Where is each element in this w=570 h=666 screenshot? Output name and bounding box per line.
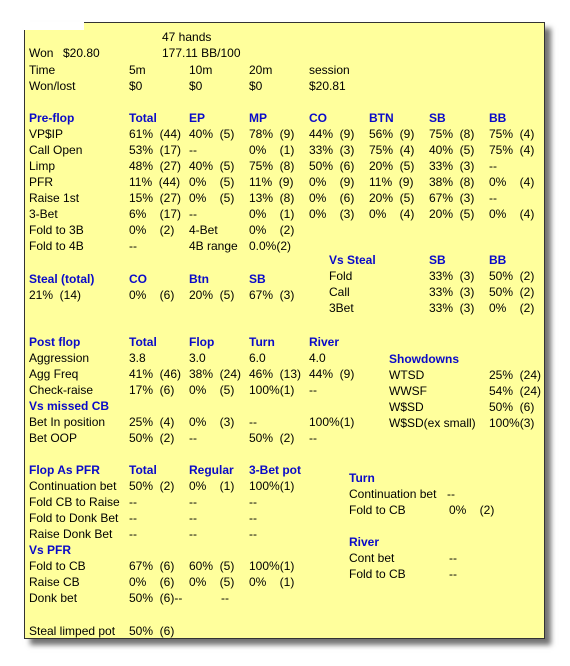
flop-pfr-row-value: 0% (1)	[189, 479, 235, 493]
preflop-row-value: 11% (9)	[249, 175, 294, 189]
postflop-row-value: 44% (9)	[309, 367, 355, 381]
time-col: session	[309, 63, 350, 77]
vs-pfr-title: Vs PFR	[29, 543, 72, 557]
flop-pfr-row-value: --	[129, 511, 137, 525]
preflop-row-value: 0% (2)	[129, 223, 175, 237]
river-title: River	[349, 535, 380, 549]
preflop-row-value: 0% (3)	[309, 207, 355, 221]
preflop-row-value: 75% (4)	[489, 143, 535, 157]
preflop-row-label: Limp	[29, 159, 56, 173]
preflop-row-value: 0% (1)	[249, 207, 295, 221]
flop-pfr-row-value: --	[189, 511, 197, 525]
postflop-row-label: Agg Freq	[29, 367, 79, 381]
postflop-row-value: 0% (5)	[189, 383, 235, 397]
steal-col-header: SB	[249, 272, 266, 286]
flop-pfr-row-label: Raise Donk Bet	[29, 527, 113, 541]
hands-count: 47 hands	[162, 30, 212, 44]
preflop-row-value: 0% (4)	[489, 175, 535, 189]
vs-steal-col-header: SB	[429, 253, 446, 267]
preflop-row-value: 75% (8)	[429, 127, 475, 141]
vs-pfr-row-value: 60% (5)	[189, 559, 235, 573]
turn-title: Turn	[349, 471, 375, 485]
wonlost-value: $20.81	[309, 79, 346, 93]
postflop-col-header: Turn	[249, 335, 275, 349]
vs-pfr-row-label: Raise CB	[29, 575, 80, 589]
steal-col-header: Btn	[189, 272, 209, 286]
showdown-row-label: WTSD	[389, 368, 425, 382]
preflop-col-header: MP	[249, 111, 267, 125]
steal-total-value: 21% (14)	[29, 288, 82, 302]
preflop-row-value: 0% (9)	[309, 175, 355, 189]
vs-pfr-row-value: --	[221, 591, 229, 605]
turn-row-label: Continuation bet	[349, 487, 437, 501]
wonlost-value: $0	[129, 79, 143, 93]
preflop-row-label: PFR	[29, 175, 53, 189]
preflop-row-value: 56% (9)	[369, 127, 415, 141]
preflop-row-label: Fold to 4B	[29, 239, 84, 253]
preflop-row-label: 3-Bet	[29, 207, 58, 221]
flop-pfr-row-value: 50% (2)	[129, 479, 175, 493]
flop-pfr-row-label: Fold CB to Raise	[29, 495, 120, 509]
flop-pfr-row-value: --	[249, 511, 257, 525]
vs-steal-row-label: Fold	[329, 269, 353, 283]
preflop-row-value: 75% (8)	[249, 159, 295, 173]
preflop-row-value: 75% (4)	[489, 127, 535, 141]
flop-pfr-title: Flop As PFR	[29, 463, 100, 477]
steal-value: 0% (6)	[129, 288, 175, 302]
flop-pfr-row-value: --	[189, 495, 197, 509]
turn-row-value: 0% (2)	[449, 503, 495, 517]
preflop-row-value: 6% (17)	[129, 207, 182, 221]
preflop-row-value: 40% (5)	[189, 159, 235, 173]
preflop-row-value: 13% (8)	[249, 191, 295, 205]
preflop-row-value: --	[189, 143, 197, 157]
missed-cb-row-label: Bet In position	[29, 415, 106, 429]
flop-pfr-row-value: --	[129, 495, 137, 509]
flop-pfr-row-label: Continuation bet	[29, 479, 117, 493]
vs-steal-row-value: 50% (2)	[489, 285, 535, 299]
postflop-row-label: Check-raise	[29, 383, 94, 397]
preflop-row-value: 33% (3)	[309, 143, 355, 157]
missed-cb-row-label: Bet OOP	[29, 431, 78, 445]
postflop-row-value: --	[309, 383, 317, 397]
preflop-row-label: Fold to 3B	[29, 223, 84, 237]
postflop-col-header: Total	[129, 335, 157, 349]
preflop-row-value: 15% (27)	[129, 191, 182, 205]
preflop-row-value: --	[189, 207, 197, 221]
showdown-row-value: 50% (6)	[489, 400, 535, 414]
preflop-row-value: 78% (9)	[249, 127, 295, 141]
river-row-label: Cont bet	[349, 551, 395, 565]
bb-rate: 177.11 BB/100	[162, 46, 241, 60]
preflop-row-value: 0% (5)	[189, 191, 235, 205]
vs-steal-row-value: 50% (2)	[489, 269, 535, 283]
flop-pfr-row-value: --	[249, 495, 257, 509]
vs-pfr-row-value: 100%(1)	[249, 559, 295, 573]
vs-pfr-row-value: 50% (6)--	[129, 591, 183, 605]
preflop-row-value: 0% (6)	[309, 191, 355, 205]
flop-pfr-row-label: Fold to Donk Bet	[29, 511, 119, 525]
flop-pfr-col-header: 3-Bet pot	[249, 463, 301, 477]
postflop-row-value: 6.0	[249, 351, 266, 365]
preflop-row-value: 20% (5)	[429, 207, 475, 221]
showdown-row-value: 54% (24)	[489, 384, 542, 398]
preflop-row-label: VP$IP	[29, 127, 64, 141]
postflop-col-header: Flop	[189, 335, 215, 349]
missed-cb-row-value: --	[309, 431, 317, 445]
postflop-row-value: 100%(1)	[249, 383, 295, 397]
preflop-row-value: 4-Bet	[189, 223, 218, 237]
showdown-row-label: W$SD(ex small)	[389, 416, 476, 430]
preflop-row-value: 0% (4)	[489, 207, 535, 221]
postflop-title: Post flop	[29, 335, 81, 349]
preflop-row-value: 38% (8)	[429, 175, 475, 189]
stats-popup-panel	[24, 22, 545, 639]
river-row-label: Fold to CB	[349, 567, 406, 581]
preflop-row-value: 50% (6)	[309, 159, 355, 173]
preflop-row-value: 11% (9)	[369, 175, 414, 189]
missed-cb-title: Vs missed CB	[29, 399, 110, 413]
preflop-col-header: SB	[429, 111, 446, 125]
showdown-row-value: 100%(3)	[489, 416, 535, 430]
missed-cb-row-value: 100%(1)	[309, 415, 355, 429]
preflop-row-value: --	[489, 191, 497, 205]
vs-steal-row-value: 33% (3)	[429, 285, 475, 299]
steal-title: Steal (total)	[29, 272, 95, 286]
flop-pfr-row-value: --	[189, 527, 197, 541]
time-col: 5m	[129, 63, 146, 77]
preflop-row-value: 0% (1)	[249, 143, 295, 157]
vs-pfr-row-value: 67% (6)	[129, 559, 175, 573]
vs-pfr-row-value: 0% (5)	[189, 575, 235, 589]
showdown-row-label: W$SD	[389, 400, 424, 414]
preflop-row-value: 53% (17)	[129, 143, 182, 157]
preflop-row-value: --	[489, 159, 497, 173]
wonlost-value: $0	[249, 79, 263, 93]
vs-steal-row-value: 33% (3)	[429, 301, 475, 315]
preflop-row-value: 40% (5)	[429, 143, 475, 157]
time-col: 10m	[189, 63, 213, 77]
missed-cb-row-value: 25% (4)	[129, 415, 175, 429]
turn-row-value: --	[447, 487, 455, 501]
vs-steal-row-value: 33% (3)	[429, 269, 475, 283]
missed-cb-row-value: 50% (2)	[129, 431, 175, 445]
vs-steal-row-label: Call	[329, 285, 350, 299]
preflop-row-value: --	[129, 239, 137, 253]
postflop-row-value: 38% (24)	[189, 367, 242, 381]
flop-pfr-row-value: --	[129, 527, 137, 541]
steal-value: 20% (5)	[189, 288, 235, 302]
missed-cb-row-value: 50% (2)	[249, 431, 295, 445]
preflop-row-value: 40% (5)	[189, 127, 235, 141]
river-row-value: --	[449, 567, 457, 581]
postflop-row-value: 41% (46)	[129, 367, 182, 381]
preflop-row-label: Call Open	[29, 143, 83, 157]
vs-pfr-row-label: Donk bet	[29, 591, 78, 605]
preflop-row-value: 20% (5)	[369, 159, 415, 173]
preflop-col-header: BB	[489, 111, 507, 125]
preflop-col-header: EP	[189, 111, 206, 125]
preflop-row-value: 0% (2)	[249, 223, 295, 237]
postflop-col-header: River	[309, 335, 340, 349]
preflop-row-value: 75% (4)	[369, 143, 415, 157]
vs-pfr-row-value: 0% (1)	[249, 575, 295, 589]
vs-steal-row-value: 0% (2)	[489, 301, 535, 315]
preflop-row-value: 11% (44)	[129, 175, 181, 189]
postflop-row-label: Aggression	[29, 351, 90, 365]
steal-limped-value: 50% (6)	[129, 624, 175, 638]
preflop-row-value: 0.0%(2)	[249, 239, 292, 253]
missed-cb-row-value: 0% (3)	[189, 415, 235, 429]
showdown-row-label: WWSF	[389, 384, 427, 398]
preflop-row-value: 20% (5)	[369, 191, 415, 205]
preflop-col-header: Total	[129, 111, 157, 125]
preflop-row-value: 0% (5)	[189, 175, 235, 189]
river-row-value: --	[449, 551, 457, 565]
flop-pfr-col-header: Regular	[189, 463, 234, 477]
vs-pfr-row-value: 0% (6)	[129, 575, 175, 589]
postflop-row-value: 46% (13)	[249, 367, 302, 381]
steal-value: 67% (3)	[249, 288, 295, 302]
preflop-row-value: 4B range	[189, 239, 238, 253]
showdowns-title: Showdowns	[389, 352, 459, 366]
preflop-row-value: 61% (44)	[129, 127, 182, 141]
won-value: $20.80	[63, 46, 100, 60]
time-label: Time	[29, 63, 56, 77]
preflop-row-label: Raise 1st	[29, 191, 80, 205]
wonlost-value: $0	[189, 79, 203, 93]
preflop-title: Pre-flop	[29, 111, 75, 125]
vs-steal-col-header: BB	[489, 253, 507, 267]
steal-limped-label: Steal limped pot	[29, 624, 116, 638]
preflop-row-value: 67% (3)	[429, 191, 475, 205]
title-tag	[24, 22, 84, 30]
postflop-row-value: 3.0	[189, 351, 206, 365]
showdown-row-value: 25% (24)	[489, 368, 542, 382]
preflop-row-value: 44% (9)	[309, 127, 355, 141]
postflop-row-value: 4.0	[309, 351, 326, 365]
vs-pfr-row-label: Fold to CB	[29, 559, 86, 573]
preflop-row-value: 0% (4)	[369, 207, 415, 221]
turn-row-label: Fold to CB	[349, 503, 406, 517]
time-col: 20m	[249, 63, 273, 77]
flop-pfr-col-header: Total	[129, 463, 157, 477]
preflop-row-value: 33% (3)	[429, 159, 475, 173]
postflop-row-value: 3.8	[129, 351, 146, 365]
postflop-row-value: 17% (6)	[129, 383, 175, 397]
missed-cb-row-value: --	[249, 415, 257, 429]
preflop-col-header: CO	[309, 111, 327, 125]
won-label: Won	[29, 46, 54, 60]
preflop-col-header: BTN	[369, 111, 394, 125]
vs-steal-title: Vs Steal	[329, 253, 376, 267]
missed-cb-row-value: --	[189, 431, 197, 445]
wonlost-label: Won/lost	[29, 79, 76, 93]
preflop-row-value: 48% (27)	[129, 159, 182, 173]
flop-pfr-row-value: --	[249, 527, 257, 541]
steal-col-header: CO	[129, 272, 147, 286]
flop-pfr-row-value: 100%(1)	[249, 479, 295, 493]
vs-steal-row-label: 3Bet	[329, 301, 354, 315]
